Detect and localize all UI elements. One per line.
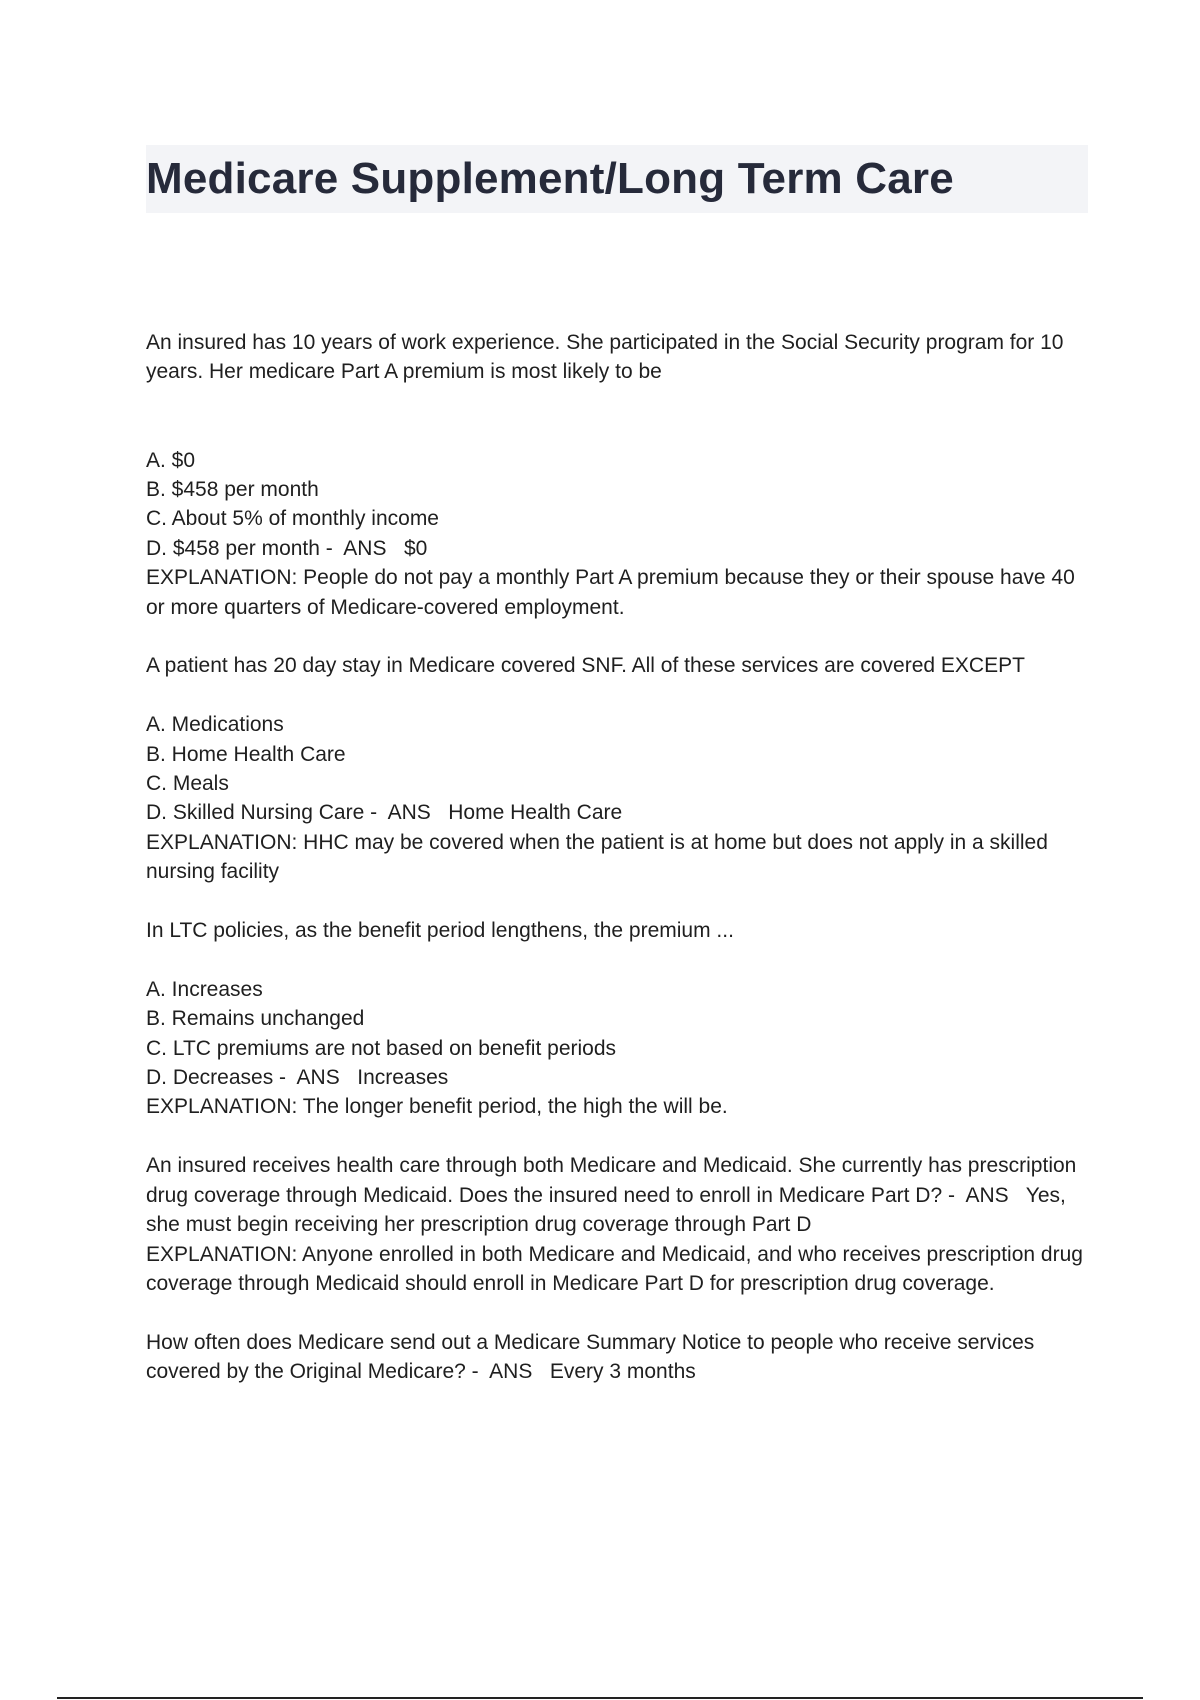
title-banner <box>146 145 1088 213</box>
question-2-stem: A patient has 20 day stay in Medicare covered SNF. All of these services are covered EXCEPT <box>146 654 1025 678</box>
question-1-option-b: B. $458 per month <box>146 478 319 502</box>
question-1-option-a: A. $0 <box>146 448 196 472</box>
question-5-stem-answer: How often does Medicare send out a Medicare Summary Notice to people who receive services covered by the Original Medicare? - ANS Every 3 months <box>146 1330 1041 1384</box>
question-3-option-c: C. LTC premiums are not based on benefit periods <box>146 1036 617 1060</box>
question-2-option-a: A. Medications <box>146 713 284 737</box>
question-3-option-b: B. Remains unchanged <box>146 1007 365 1031</box>
question-2-explanation: EXPLANATION: HHC may be covered when the patient is at home but does not apply in a skilled nursing facility <box>146 830 1054 884</box>
footer-divider <box>57 1697 1143 1699</box>
question-4-explanation: EXPLANATION: Anyone enrolled in both Medicare and Medicaid, and who receives prescription drug coverage through Medicaid should enroll in Medicare Part D for prescription drug coverage. <box>146 1242 1089 1295</box>
question-3-option-a: A. Increases <box>146 977 263 1001</box>
question-1-explanation: EXPLANATION: People do not pay a monthly Part A premium because they or their spouse have 40 or more quarters of Medicare-covered employment. <box>146 566 1081 619</box>
question-4-stem-answer: An insured receives health care through both Medicare and Medicaid. She currently has prescription drug coverage through Medicaid. Does the insured need to enroll in Medicare Part D? - ANS Yes, she must begin receiving her prescription drug coverage through Part D <box>146 1154 1083 1237</box>
document-title: Medicare Supplement/Long Term Care <box>146 154 954 203</box>
question-2-option-c: C. Meals <box>146 772 229 796</box>
question-3-option-d-answer: D. Decreases - ANS Increases <box>146 1066 449 1090</box>
question-2-option-b: B. Home Health Care <box>146 742 346 766</box>
question-2-option-d-answer: D. Skilled Nursing Care - ANS Home Health Care <box>146 801 623 825</box>
question-3-stem: In LTC policies, as the benefit period lengthens, the premium ... <box>146 919 734 943</box>
question-1-option-d-answer: D. $458 per month - ANS $0 <box>146 536 428 560</box>
question-1-stem: An insured has 10 years of work experience. She participated in the Social Security program for 10 years. Her medicare Part A premium is most likely to be <box>146 331 1070 384</box>
question-3-explanation: EXPLANATION: The longer benefit period, the high the will be. <box>146 1095 728 1119</box>
document-body <box>146 328 1091 1387</box>
question-1-option-c: C. About 5% of monthly income <box>146 507 439 531</box>
